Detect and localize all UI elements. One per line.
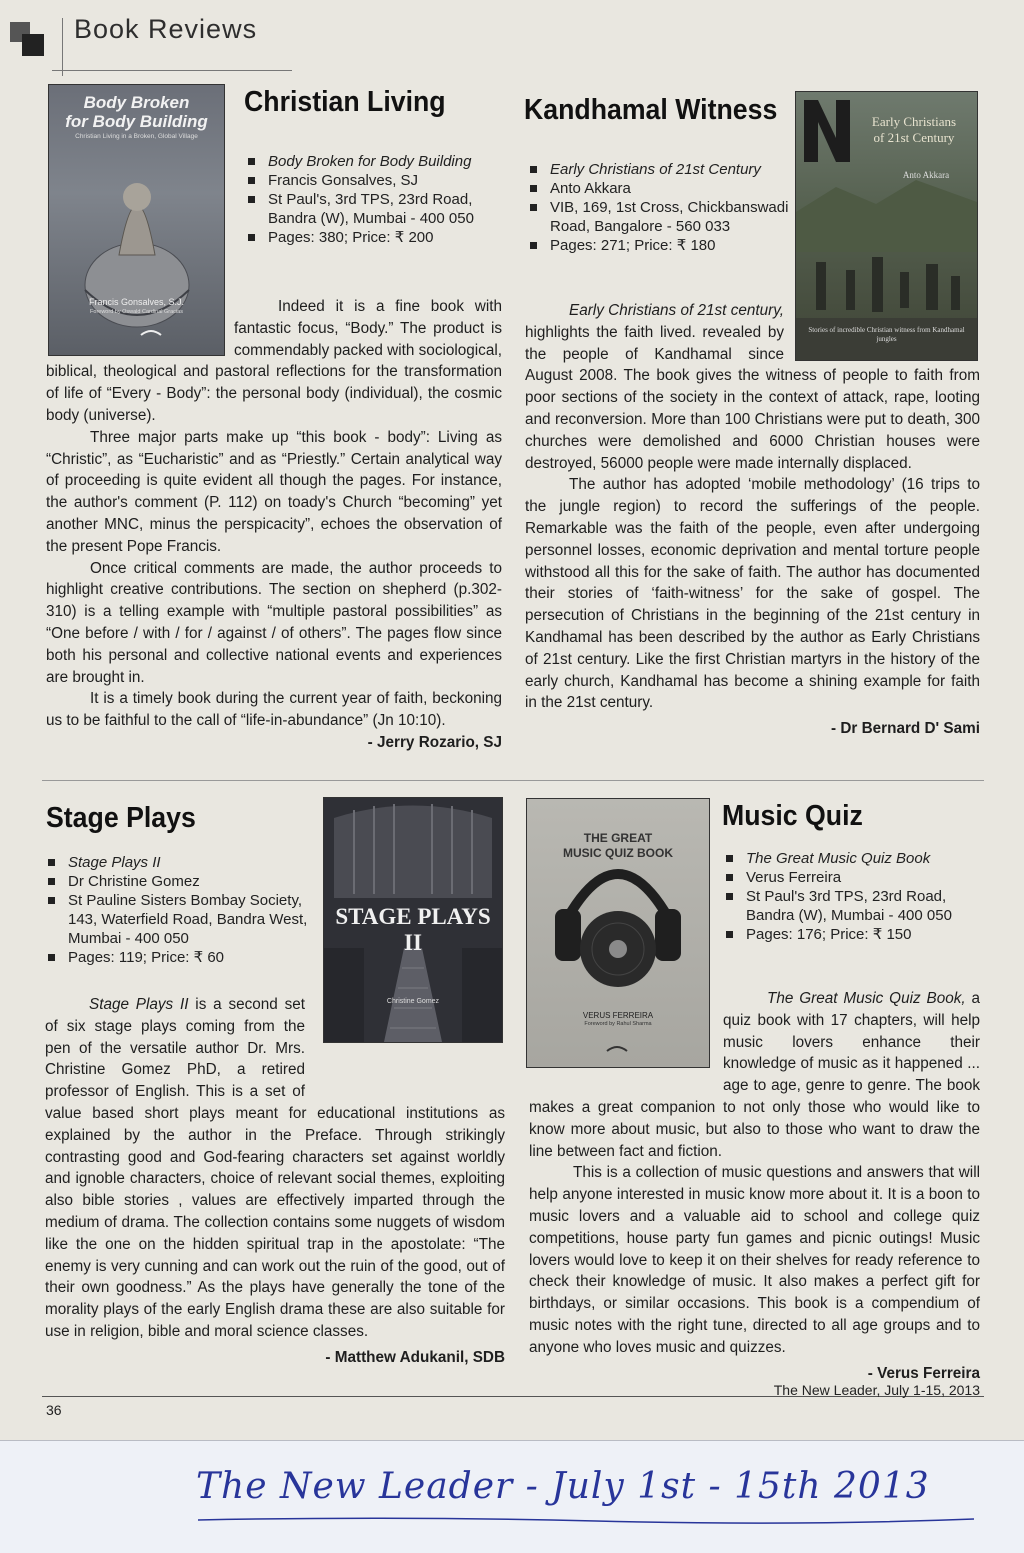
info-stage-plays	[46, 853, 316, 967]
info-kandhamal-witness	[528, 160, 790, 255]
info-publisher: St Paul's, 3rd TPS, 23rd Road, Bandra (W), Mumbai - 400 050	[246, 190, 504, 228]
reviewer-signature: - Matthew Adukanil, SDB	[325, 1348, 505, 1366]
review-body-kandhamal-witness	[525, 300, 980, 740]
info-publisher: St Paul's 3rd TPS, 23rd Road, Bandra (W), Mumbai - 400 050	[724, 887, 980, 925]
info-pages-price: Pages: 119; Price: ₹ 60	[46, 948, 316, 967]
review-body-music-quiz	[529, 988, 980, 1384]
section-title: Book Reviews	[74, 14, 258, 44]
info-music-quiz	[724, 849, 980, 944]
review-paragraph: Three major parts make up “this book - body”: Living as “Christic”, as “Eucharistic” and as “Priestly.” Certain analytical way of proceeding is quite evident all though the pages. For instance, the author's comment (P. 112) on toady's Church “becoming” yet another MNC, minus the perspicacity”, echoes the observation of the present Pope Francis.	[46, 428, 502, 555]
reviewer-signature: - Verus Ferreira	[867, 1364, 980, 1382]
magazine-issue: The New Leader, July 1-15, 2013	[773, 1382, 980, 1398]
cover-title: THE GREAT MUSIC QUIZ BOOK	[563, 831, 673, 860]
info-title: Body Broken for Body Building	[246, 152, 504, 171]
review-paragraph: Once critical comments are made, the author proceeds to highlight creative contributions. The section on shepherd (p.302-310) is a telling example with “multiple pastoral possibilities” as “One before / with / for / against / of others”. The pages flow since both his personal and collective national events and experiences are brought in.	[46, 559, 502, 686]
reviewer-signature: - Dr Bernard D' Sami	[831, 720, 980, 738]
info-title: The Great Music Quiz Book	[724, 849, 980, 868]
review-paragraph	[46, 688, 502, 751]
cover-title: STAGE PLAYS II	[335, 904, 491, 955]
info-author: Anto Akkara	[528, 179, 790, 198]
handwritten-note: The New Leader - July 1st - 15th 2013	[196, 1466, 930, 1507]
section-corner-icon	[10, 22, 44, 56]
cover-author: Francis Gonsalves, S.J.	[88, 297, 185, 307]
review-body-stage-plays	[45, 994, 505, 1369]
info-publisher: St Pauline Sisters Bombay Society, 143, Waterfield Road, Bandra West, Mumbai - 400 050	[46, 891, 316, 948]
info-christian-living	[246, 152, 504, 247]
review-paragraph-text: a quiz book with 17 chapters, will help music lovers enhance their knowledge of music as it happened ... age to age, genre to genre. The book makes a great companion to not only those who would like to know more about music, but also to those who want to draw the line between fact and fiction.	[529, 990, 980, 1160]
review-body-christian-living	[46, 296, 502, 754]
review-book-title: Stage Plays II	[89, 996, 189, 1013]
info-pages-price: Pages: 176; Price: ₹ 150	[724, 925, 980, 944]
heading-stage-plays: Stage Plays	[46, 802, 196, 834]
handwritten-underline	[196, 1514, 976, 1526]
cover-foreword: Foreword by Rahul Sharma	[584, 1021, 652, 1027]
review-book-title: Early Christians of 21st century,	[569, 302, 784, 319]
heading-kandhamal-witness: Kandhamal Witness	[524, 94, 778, 126]
float-spacer	[529, 988, 723, 1076]
float-spacer	[784, 300, 980, 364]
review-book-title: The Great Music Quiz Book,	[767, 990, 966, 1007]
info-publisher: VIB, 169, 1st Cross, Chickbanswadi Road, Bangalore - 560 033	[528, 198, 790, 236]
cover-title: Early Christians of 21st Century	[871, 114, 957, 145]
review-paragraph-text: is a second set of six stage plays coming from the pen of the versatile author Dr. Mrs. Christine Gomez PhD, a retired professor of English. This is a set of value based short plays meant for educational institutions as explained by the author in the Preface. Through strikingly contrasting good and God-fearing characters set against worldly and ignoble characters, choice of relevant social themes, exploiting also bible stories , values are effectively imparted through the medium of drama. The collection contains some nuggets of wisdom like the one on the hidden spiritual trap in the apostolate: “The enemy is very cunning and can work out the ruin of the good, out of their own goodness.” As the plays have generally the tone of the morality plays of the early English drama these are also suitable for use in religion, bible and moral science classes.	[45, 996, 505, 1340]
section-divider	[42, 780, 984, 781]
header-rule	[52, 70, 292, 71]
info-author: Francis Gonsalves, SJ	[246, 171, 504, 190]
info-author: Verus Ferreira	[724, 868, 980, 887]
info-pages-price: Pages: 380; Price: ₹ 200	[246, 228, 504, 247]
review-paragraph: Indeed it is a fine book with fantastic focus, “Body.” The product is commendably packed with sociological, biblical, theological and pastoral reflections for the transformation of life of “Every - Body”: the personal body (individual), the cosmic body (universe).	[46, 298, 502, 424]
info-author: Dr Christine Gomez	[46, 872, 316, 891]
cover-subtitle: Stories of incredible Christian witness from Kandhamal jungles	[808, 326, 965, 343]
review-paragraph-text: It is a timely book during the current year of faith, beckoning us to be faithful to the call of “life-in-abundance” (Jn 10:10).	[46, 690, 502, 730]
float-spacer	[46, 296, 234, 360]
float-spacer	[305, 994, 505, 1082]
info-title: Stage Plays II	[46, 853, 316, 872]
review-paragraph: The author has adopted ‘mobile methodology’ (16 trips to the jungle region) to record the sufferings of the people. Remarkable was the faith of the people, even after undergoing personnel losses, economic deprivation and mental torture people withstood all this for the sake of faith. The author has documented their stories of ‘faith-witness’ for the sake of gospel. The persecution of Christians in the beginning of the 21st century in Kandhamal has been described by the author as Early Christians of 21st century. Like the first Christian martyrs in the history of the early church, Kandhamal has become a shining example for faith in the 21st century.	[525, 476, 980, 712]
review-paragraph-text: highlights the faith lived. revealed by the people of Kandhamal since August 2008. The book gives the witness of people to faith from poor sections of the society in the context of attack, rape, looting and reconversion. More than 100 Christians were put to death, 300 churches were demolished and 6000 Christian houses were destroyed, 56000 people were made internally displaced.	[525, 323, 980, 472]
page-number: 36	[46, 1402, 62, 1418]
info-pages-price: Pages: 271; Price: ₹ 180	[528, 236, 790, 255]
heading-christian-living: Christian Living	[244, 86, 446, 118]
reviewer-signature: - Jerry Rozario, SJ	[367, 733, 502, 751]
header-divider	[62, 18, 63, 76]
cover-title: Body Broken for Body Building	[65, 93, 208, 131]
review-paragraph: This is a collection of music questions and answers that will help anyone interested in music know more about it. It is a boon to music lovers and a valuable aid to school and college quiz competitions, house party fun games and picnic outings! Music lovers would love to keep it on their shelves for ready reference to check their knowledge of music. It also makes a perfect gift for birthdays, or similar occasions. This book is a compendium of music notes with the right tune, directed to all age groups and to anyone who loves music and quizzes.	[529, 1164, 980, 1356]
cover-subtitle: Christian Living in a Broken, Global Village	[75, 133, 198, 140]
cover-author: Christine Gomez	[386, 998, 440, 1005]
info-title: Early Christians of 21st Century	[528, 160, 790, 179]
heading-music-quiz: Music Quiz	[722, 800, 863, 832]
cover-foreword: Foreword by Oswald Cardinal Gracias	[90, 309, 183, 315]
cover-author: VERUS FERREIRA	[582, 1011, 654, 1020]
cover-author: Anto Akkara	[902, 170, 950, 180]
